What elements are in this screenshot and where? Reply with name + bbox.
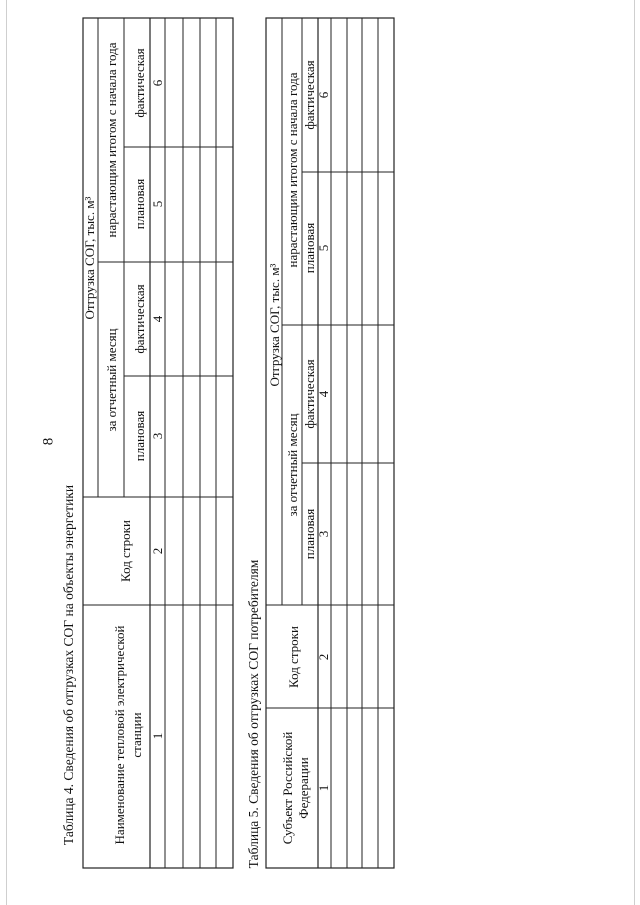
t4-header-m-actual: фактическая: [132, 284, 147, 354]
t4-header-code: Код строки: [118, 520, 133, 582]
t4-header-station-1: Наименование тепловой электрической: [112, 625, 127, 845]
t5-num-3: 3: [316, 530, 331, 538]
t4-num-5: 5: [150, 200, 165, 208]
t4-caption: Таблица 4. Сведения об отгрузках СОГ на объекты энергетики: [61, 484, 76, 846]
t4-header-ytd: нарастающим итогом с начала года: [104, 42, 119, 238]
t5-header-subject-2: Федерации: [296, 757, 311, 819]
t5-header-month: за отчетный месяц: [285, 413, 300, 517]
t5-header-code: Код строки: [286, 626, 301, 688]
t4-header-station-2: станции: [129, 712, 144, 758]
t4-num-2: 2: [150, 547, 165, 555]
t5-header-y-planned: плановая: [302, 222, 317, 274]
t5-header-m-planned: плановая: [302, 508, 317, 560]
t5-header-subject-1: Субъект Российской: [280, 731, 295, 845]
t5-num-1: 1: [316, 784, 331, 792]
t5-caption: Таблица 5. Сведения об отгрузках СОГ потребителям: [246, 559, 261, 869]
t4-header-y-planned: плановая: [132, 178, 147, 230]
t5-header-shipment: Отгрузка СОГ, тыс. м³: [267, 263, 282, 387]
t4-num-4: 4: [150, 315, 165, 323]
t4-header-y-actual: фактическая: [132, 48, 147, 118]
t5-num-2: 2: [316, 653, 331, 661]
t4-num-1: 1: [150, 732, 165, 740]
t4-num-6: 6: [150, 79, 165, 87]
t5-header-y-actual: фактическая: [302, 60, 317, 130]
t5-num-4: 4: [316, 390, 331, 398]
t5-num-6: 6: [316, 91, 331, 99]
t5-header-ytd: нарастающим итогом с начала года: [285, 72, 300, 268]
page-number: 8: [40, 437, 57, 446]
t4-header-m-planned: плановая: [132, 410, 147, 462]
t5-header-m-actual: фактическая: [302, 359, 317, 429]
t4-header-month: за отчетный месяц: [104, 328, 119, 432]
t5-num-5: 5: [316, 244, 331, 252]
t4-num-3: 3: [150, 432, 165, 440]
t4-header-shipment: Отгрузка СОГ, тыс. м³: [82, 196, 97, 320]
